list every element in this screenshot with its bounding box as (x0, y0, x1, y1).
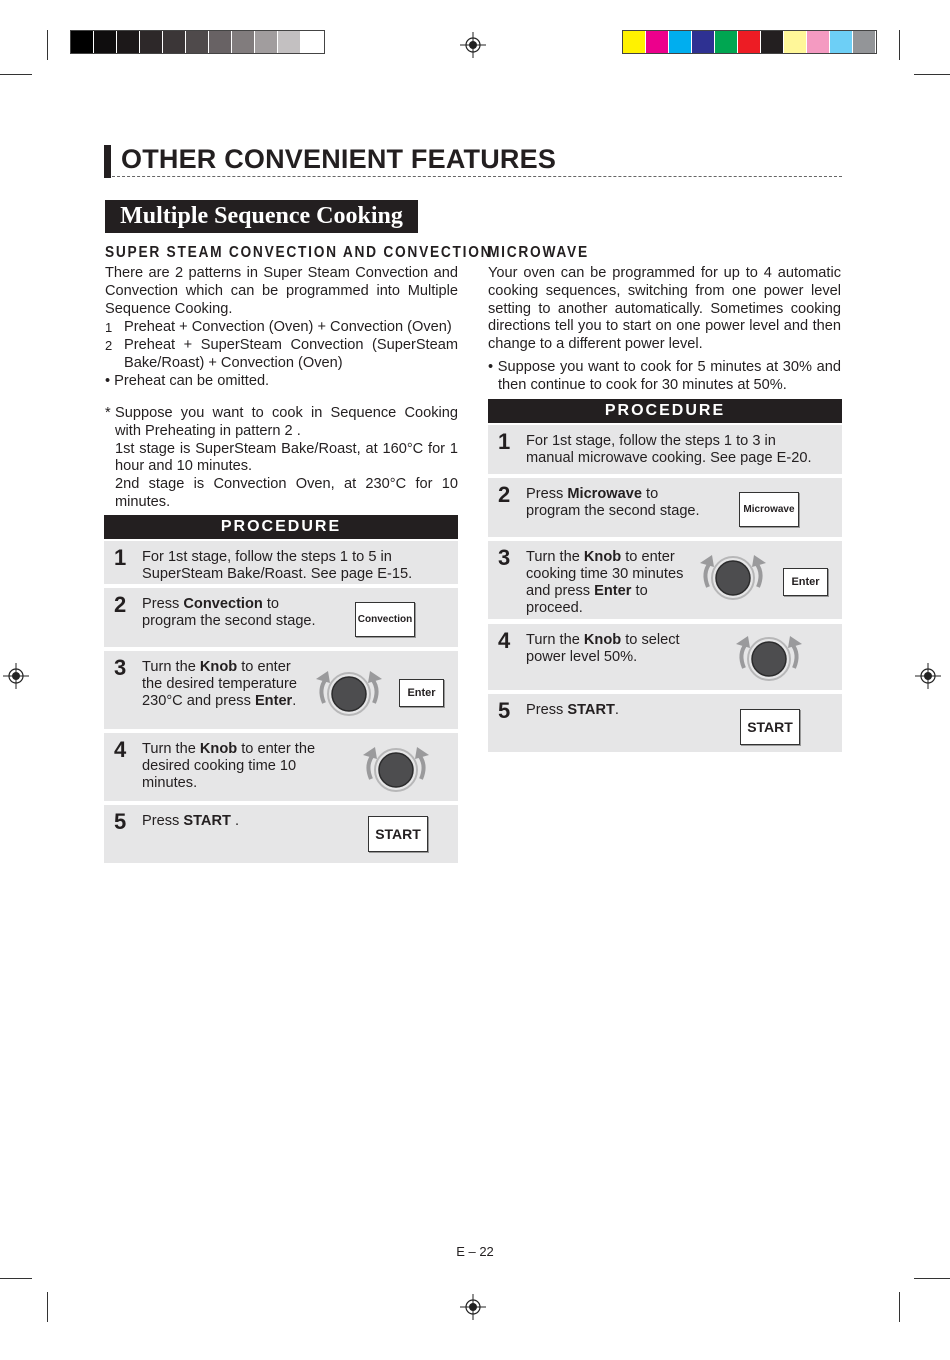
right-step-4 (488, 624, 842, 690)
registration-mark-icon (460, 1294, 486, 1320)
right-step-3 (488, 541, 842, 619)
color-swatch (853, 31, 876, 53)
crop-mark (47, 1292, 48, 1322)
step-text: For 1st stage, follow the steps 1 to 5 in SuperSteam Bake/Roast. See page E-15. (142, 549, 413, 582)
registration-mark-icon (3, 663, 29, 689)
crop-mark (914, 74, 950, 75)
title-divider (112, 176, 842, 177)
note-line-1: Suppose you want to cook in Sequence Cooking with Preheating in pattern 2 . (115, 405, 458, 439)
color-swatch (232, 31, 255, 53)
color-swatch (692, 31, 715, 53)
color-swatch (278, 31, 301, 53)
color-swatch (715, 31, 738, 53)
left-step-4 (104, 733, 458, 801)
right-subheading: MICROWAVE (488, 244, 589, 261)
step-number: 1 (498, 429, 511, 454)
start-button[interactable]: START (740, 709, 800, 745)
color-swatch (646, 31, 669, 53)
step-text: Turn the Knob to enter the desired temperature 230°C and press Enter. (142, 659, 297, 709)
color-swatch (94, 31, 117, 53)
right-step-1 (488, 425, 842, 474)
color-swatch (738, 31, 761, 53)
left-procedure-header: PROCEDURE (104, 515, 458, 539)
color-swatch (807, 31, 830, 53)
step-text: Turn the Knob to enter cooking time 30 minutes and press Enter to proceed. (526, 549, 684, 616)
step-number: 3 (498, 545, 511, 570)
page-number: E – 22 (456, 1244, 494, 1259)
right-intro (488, 265, 841, 354)
knob-icon[interactable] (732, 626, 806, 688)
crop-mark (899, 30, 900, 60)
note-asterisk: * (105, 405, 111, 421)
crop-mark (899, 1292, 900, 1322)
intro-text: Your oven can be programmed for up to 4 automatic cooking sequences, switching from one power level setting to another automatically. Sometimes cooking directions tell you to start on one power level and then change to a different power level. (488, 265, 841, 353)
step-text: Turn the Knob to select power level 50%. (526, 632, 680, 665)
right-step-5 (488, 694, 842, 752)
step-number: 4 (498, 628, 511, 653)
step-number: 2 (498, 482, 511, 507)
color-swatch (140, 31, 163, 53)
step-number: 5 (498, 698, 511, 723)
left-step-3 (104, 651, 458, 729)
pattern-text: Preheat + Convection (Oven) + Convection (Oven) (124, 319, 452, 335)
grayscale-color-bar (70, 30, 325, 54)
step-number: 4 (114, 737, 127, 762)
step-text: Press START . (142, 813, 240, 829)
color-swatch (301, 31, 324, 53)
step-text: Press Convection to program the second stage. (142, 596, 316, 629)
pattern-2 (105, 337, 458, 373)
crop-mark (47, 30, 48, 60)
color-swatch (623, 31, 646, 53)
knob-icon[interactable] (696, 547, 770, 609)
convection-button[interactable]: Convection (355, 602, 415, 637)
right-step-2 (488, 478, 842, 537)
color-swatch (71, 31, 94, 53)
left-intro (105, 265, 458, 318)
pattern-number: 2 (105, 338, 113, 353)
left-bullet: • Preheat can be omitted. (105, 373, 270, 389)
start-button[interactable]: START (368, 816, 428, 852)
registration-mark-icon (460, 32, 486, 58)
microwave-button[interactable]: Microwave (739, 492, 799, 527)
registration-mark-icon (915, 663, 941, 689)
crop-mark (0, 74, 32, 75)
color-swatch (209, 31, 232, 53)
color-swatch (186, 31, 209, 53)
pattern-text: Preheat + SuperSteam Convection (SuperSteam Bake/Roast) + Convection (Oven) (124, 337, 458, 371)
section-heading: Multiple Sequence Cooking (105, 200, 418, 233)
enter-button[interactable]: Enter (783, 568, 828, 596)
note-line-3: 2nd stage is Convection Oven, at 230°C for 10 minutes. (115, 476, 458, 510)
color-swatch (669, 31, 692, 53)
right-procedure-header: PROCEDURE (488, 399, 842, 423)
process-color-bar (622, 30, 877, 54)
knob-icon[interactable] (359, 737, 433, 799)
crop-mark (0, 1278, 32, 1279)
step-number: 5 (114, 809, 127, 834)
step-text: For 1st stage, follow the steps 1 to 3 in manual microwave cooking. See page E-20. (526, 433, 812, 466)
pattern-number: 1 (105, 320, 113, 335)
enter-button[interactable]: Enter (399, 679, 444, 707)
title-accent-bar (104, 145, 111, 178)
color-swatch (784, 31, 807, 53)
color-swatch (255, 31, 278, 53)
step-number: 1 (114, 545, 127, 570)
left-step-5 (104, 805, 458, 863)
left-step-2 (104, 588, 458, 647)
color-swatch (117, 31, 140, 53)
left-note (105, 405, 458, 512)
left-step-1 (104, 541, 458, 584)
knob-icon[interactable] (312, 663, 386, 725)
step-text: Turn the Knob to enter the desired cooking time 10 minutes. (142, 741, 316, 791)
intro-text: There are 2 patterns in Super Steam Convection and Convection which can be programmed into Multiple Sequence Cooking. (105, 265, 458, 317)
left-subheading: SUPER STEAM CONVECTION AND CONVECTION (105, 244, 493, 261)
color-swatch (761, 31, 784, 53)
color-swatch (830, 31, 853, 53)
color-swatch (163, 31, 186, 53)
step-number: 2 (114, 592, 127, 617)
note-line-2: 1st stage is SuperSteam Bake/Roast, at 160°C for 1 hour and 10 minutes. (115, 440, 458, 475)
page-title: OTHER CONVENIENT FEATURES (121, 144, 557, 174)
pattern-1 (105, 319, 458, 337)
right-bullet: • Suppose you want to cook for 5 minutes at 30% and then continue to cook for 30 minutes at 50%. (488, 359, 841, 393)
crop-mark (914, 1278, 950, 1279)
step-text: Press START. (526, 702, 619, 718)
step-number: 3 (114, 655, 127, 680)
step-text: Press Microwave to program the second stage. (526, 486, 700, 519)
